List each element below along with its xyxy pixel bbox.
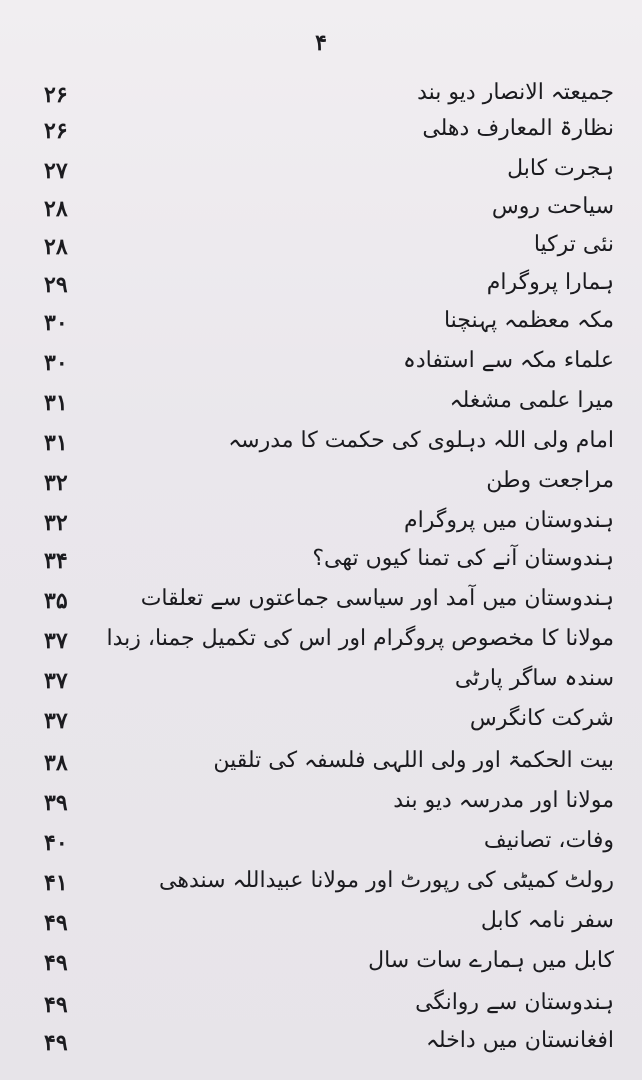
toc-entry-page-number: ۴۹ bbox=[44, 992, 68, 1018]
toc-entry-page-number: ۴۹ bbox=[44, 950, 68, 976]
toc-entry bbox=[0, 152, 642, 192]
toc-entry bbox=[0, 464, 642, 504]
toc-entry-page-number: ۲۶ bbox=[44, 118, 68, 144]
toc-entry bbox=[0, 944, 642, 984]
toc-entry-title: مراجعت وطن bbox=[486, 468, 614, 493]
toc-entry-title: ہمارا پروگرام bbox=[486, 270, 614, 295]
toc-entry bbox=[0, 304, 642, 344]
toc-entry bbox=[0, 1024, 642, 1064]
toc-entry-title: جمیعتہ الانصار دیو بند bbox=[417, 80, 614, 105]
toc-entry bbox=[0, 228, 642, 268]
toc-entry-page-number: ۴۹ bbox=[44, 1030, 68, 1056]
toc-entry-page-number: ۴۱ bbox=[44, 870, 68, 896]
toc-entry-page-number: ۲۸ bbox=[44, 196, 68, 222]
toc-entry bbox=[0, 190, 642, 230]
toc-entry-page-number: ۳۷ bbox=[44, 628, 68, 654]
toc-entry bbox=[0, 744, 642, 784]
toc-entry bbox=[0, 76, 642, 116]
toc-entry-title: امام ولی اللہ دہلوی کی حکمت کا مدرسہ bbox=[228, 428, 614, 453]
toc-entry-title: مکہ معظمہ پہنچنا bbox=[443, 308, 614, 333]
toc-entry bbox=[0, 662, 642, 702]
toc-entry bbox=[0, 344, 642, 384]
toc-entry-page-number: ۳۹ bbox=[44, 790, 68, 816]
toc-entry-page-number: ۴۹ bbox=[44, 910, 68, 936]
toc-entry-title: مولانا اور مدرسہ دیو بند bbox=[393, 788, 614, 813]
toc-entry-title: ہندوستان آنے کی تمنا کیوں تھی؟ bbox=[312, 546, 614, 571]
toc-entry bbox=[0, 582, 642, 622]
toc-entry bbox=[0, 622, 642, 662]
toc-entry-title: نئی ترکیا bbox=[533, 232, 614, 257]
toc-entry-title: کابل میں ہمارے سات سال bbox=[368, 948, 614, 973]
toc-entry bbox=[0, 112, 642, 152]
toc-entry-title: نظارۃ المعارف دھلی bbox=[422, 116, 614, 141]
toc-entry-title: افغانستان میں داخلہ bbox=[425, 1028, 614, 1053]
toc-entry-page-number: ۲۹ bbox=[44, 272, 68, 298]
toc-entry-page-number: ۳۷ bbox=[44, 668, 68, 694]
toc-entry-page-number: ۳۰ bbox=[44, 310, 68, 336]
toc-entry-page-number: ۳۷ bbox=[44, 708, 68, 734]
toc-entry-page-number: ۳۸ bbox=[44, 750, 68, 776]
toc-entry bbox=[0, 266, 642, 306]
toc-entry-title: ہندوستان میں آمد اور سیاسی جماعتوں سے تعلقات bbox=[140, 586, 614, 611]
toc-entry-page-number: ۲۷ bbox=[44, 158, 68, 184]
page-number: ۴ bbox=[315, 30, 327, 56]
toc-entry bbox=[0, 504, 642, 544]
toc-entry bbox=[0, 824, 642, 864]
toc-entry-page-number: ۳۲ bbox=[44, 470, 68, 496]
toc-entry-title: علماء مکہ سے استفادہ bbox=[402, 348, 614, 373]
toc-entry-title: ہندوستان سے روانگی bbox=[415, 990, 614, 1015]
toc-entry-title: وفات، تصانیف bbox=[483, 828, 614, 853]
toc-entry-title: سیاحت روس bbox=[491, 194, 614, 219]
toc-entry-title: مولانا کا مخصوص پروگرام اور اس کی تکمیل جمنا، زبدا bbox=[106, 626, 614, 651]
toc-entry-title: سفر نامہ کابل bbox=[480, 908, 614, 933]
toc-entry-page-number: ۲۶ bbox=[44, 82, 68, 108]
toc-entry bbox=[0, 904, 642, 944]
toc-entry-title: سندہ ساگر پارٹی bbox=[454, 666, 614, 691]
toc-entry bbox=[0, 384, 642, 424]
toc-entry-page-number: ۳۱ bbox=[44, 390, 68, 416]
toc-entry-page-number: ۳۲ bbox=[44, 510, 68, 536]
toc-entry-title: رولٹ کمیٹی کی رپورٹ اور مولانا عبیداللہ سندھی bbox=[159, 868, 614, 893]
toc-entry bbox=[0, 424, 642, 464]
toc-entry-title: شرکت کانگرس bbox=[469, 706, 614, 731]
toc-entry bbox=[0, 784, 642, 824]
toc-entry-title: ہجرت کابل bbox=[507, 156, 614, 181]
toc-entry bbox=[0, 986, 642, 1026]
toc-entry-page-number: ۲۸ bbox=[44, 234, 68, 260]
toc-entry-page-number: ۳۰ bbox=[44, 350, 68, 376]
toc-entry-title: بیت الحکمۃ اور ولی اللہی فلسفہ کی تلقین bbox=[213, 748, 614, 773]
toc-entry bbox=[0, 864, 642, 904]
toc-entry-page-number: ۳۵ bbox=[44, 588, 68, 614]
toc-entry bbox=[0, 542, 642, 582]
toc-entry-title: میرا علمی مشغلہ bbox=[449, 388, 614, 413]
toc-entry-title: ہندوستان میں پروگرام bbox=[403, 508, 614, 533]
toc-entry-page-number: ۴۰ bbox=[44, 830, 68, 856]
toc-entry bbox=[0, 702, 642, 742]
toc-entry-page-number: ۳۴ bbox=[44, 548, 68, 574]
toc-entry-page-number: ۳۱ bbox=[44, 430, 68, 456]
